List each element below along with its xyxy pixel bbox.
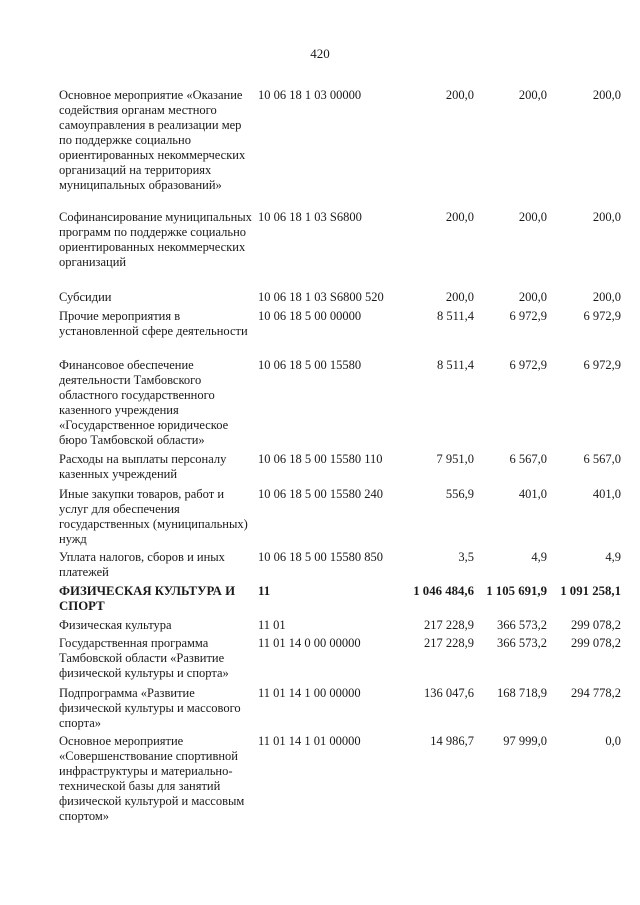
value-col-2: 401,0 <box>518 487 547 501</box>
row-name: Иные закупки товаров, работ и услуг для обеспечения государственных (муниципальных) нужд <box>59 487 248 546</box>
value-col-1: 136 047,6 <box>424 686 474 700</box>
row-code: 11 01 <box>258 618 286 632</box>
row-code: 10 06 18 5 00 15580 110 <box>258 452 383 466</box>
value-col-2: 200,0 <box>518 290 547 304</box>
value-col-1: 8 511,4 <box>436 309 474 323</box>
value-col-3: 299 078,2 <box>571 636 621 650</box>
value-col-3: 401,0 <box>592 487 621 501</box>
row-code: 10 06 18 1 03 S6800 520 <box>258 290 384 304</box>
value-col-3: 1 091 258,1 <box>560 584 621 598</box>
row-name: Государственная программа Тамбовской области «Развитие физической культуры и спорта» <box>59 636 229 680</box>
row-code: 11 01 14 0 00 00000 <box>258 636 361 650</box>
value-col-1: 217 228,9 <box>424 618 474 632</box>
row-code: 10 06 18 1 03 00000 <box>258 88 362 102</box>
row-code: 10 06 18 5 00 15580 <box>258 358 362 372</box>
value-col-1: 8 511,4 <box>436 358 474 372</box>
value-col-3: 6 972,9 <box>583 358 621 372</box>
value-col-1: 1 046 484,6 <box>413 584 474 598</box>
value-col-1: 556,9 <box>445 487 474 501</box>
row-name: Подпрограмма «Развитие физической культуры и массового спорта» <box>59 686 241 730</box>
value-col-1: 200,0 <box>445 88 474 102</box>
value-col-2: 6 972,9 <box>509 309 547 323</box>
value-col-3: 6 567,0 <box>583 452 621 466</box>
row-name: ФИЗИЧЕСКАЯ КУЛЬТУРА И СПОРТ <box>59 584 236 613</box>
value-col-3: 294 778,2 <box>571 686 621 700</box>
row-name: Расходы на выплаты персоналу казенных учреждений <box>59 452 227 481</box>
value-col-2: 97 999,0 <box>503 734 547 748</box>
row-name: Физическая культура <box>59 618 172 632</box>
value-col-3: 200,0 <box>592 290 621 304</box>
value-col-1: 7 951,0 <box>436 452 474 466</box>
row-name: Финансовое обеспечение деятельности Тамбовского областного государственного казенного учреждения «Государственное юридическое бюро Тамбовской области» <box>59 358 229 447</box>
value-col-3: 0,0 <box>605 734 621 748</box>
value-col-2: 366 573,2 <box>497 636 547 650</box>
row-code: 10 06 18 5 00 15580 240 <box>258 487 383 501</box>
value-col-3: 6 972,9 <box>583 309 621 323</box>
value-col-2: 6 567,0 <box>509 452 547 466</box>
value-col-2: 4,9 <box>531 550 547 564</box>
value-col-2: 1 105 691,9 <box>486 584 547 598</box>
value-col-1: 217 228,9 <box>424 636 474 650</box>
value-col-2: 200,0 <box>518 210 547 224</box>
value-col-1: 200,0 <box>445 210 474 224</box>
row-code: 11 <box>258 584 271 598</box>
row-name: Основное мероприятие «Оказание содействия органам местного самоуправления в реализации мер по поддержке социально ориентированных некоммерческих организаций на территориях муниципальных образований» <box>59 88 246 192</box>
value-col-3: 200,0 <box>592 210 621 224</box>
row-code: 11 01 14 1 00 00000 <box>258 686 361 700</box>
value-col-1: 14 986,7 <box>430 734 474 748</box>
row-code: 10 06 18 5 00 15580 850 <box>258 550 383 564</box>
value-col-3: 4,9 <box>605 550 621 564</box>
row-name: Субсидии <box>59 290 112 304</box>
value-col-3: 200,0 <box>592 88 621 102</box>
value-col-2: 366 573,2 <box>497 618 547 632</box>
value-col-3: 299 078,2 <box>571 618 621 632</box>
row-name: Прочие мероприятия в установленной сфере деятельности <box>59 309 248 338</box>
row-code: 10 06 18 1 03 S6800 <box>258 210 362 224</box>
row-code: 10 06 18 5 00 00000 <box>258 309 362 323</box>
value-col-2: 200,0 <box>518 88 547 102</box>
value-col-2: 168 718,9 <box>497 686 547 700</box>
row-code: 11 01 14 1 01 00000 <box>258 734 361 748</box>
value-col-2: 6 972,9 <box>509 358 547 372</box>
value-col-1: 200,0 <box>445 290 474 304</box>
row-name: Уплата налогов, сборов и иных платежей <box>59 550 225 579</box>
page-number: 420 <box>310 46 330 61</box>
row-name: Софинансирование муниципальных программ по поддержке социально ориентированных некоммерческих организаций <box>59 210 252 269</box>
value-col-1: 3,5 <box>458 550 474 564</box>
row-name: Основное мероприятие «Совершенствование спортивной инфраструктуры и материально-технической базы для занятий физической культурой и массовым спортом» <box>59 734 245 823</box>
